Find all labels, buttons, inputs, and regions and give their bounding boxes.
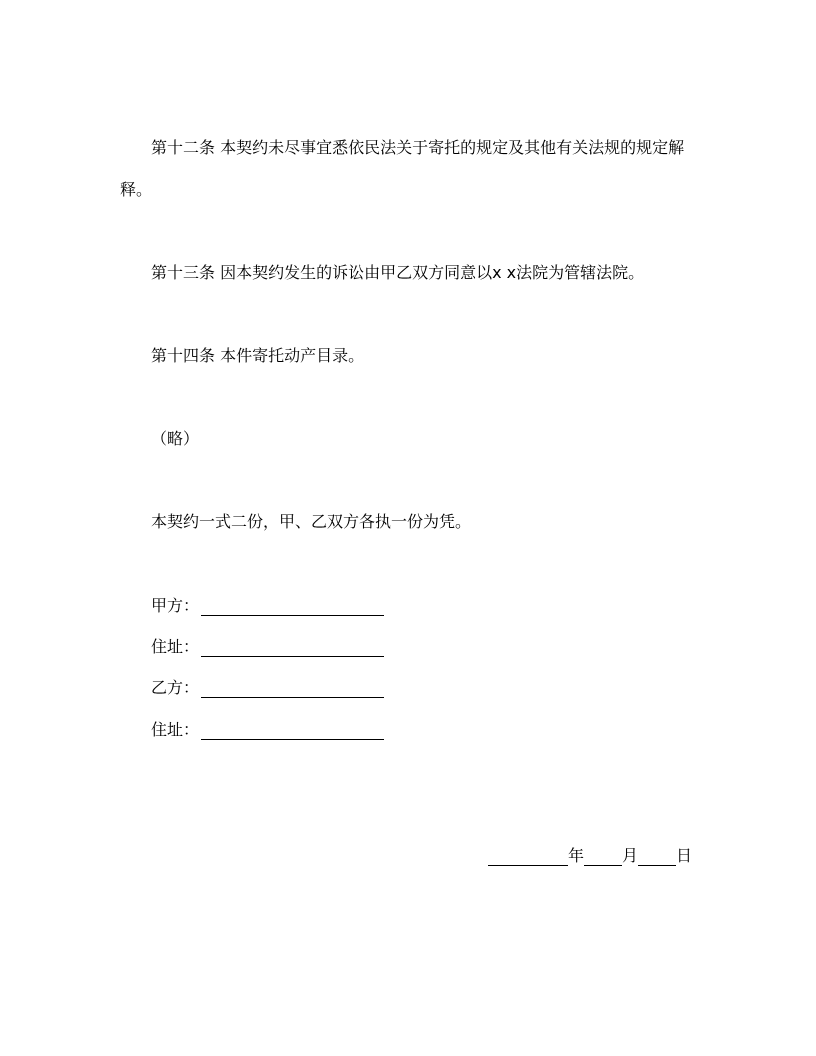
year-blank[interactable] [488, 847, 568, 866]
party-a-address-blank[interactable] [201, 638, 384, 657]
party-a-blank[interactable] [201, 597, 384, 616]
month-blank[interactable] [584, 847, 622, 866]
omitted-note: （略） [151, 429, 200, 448]
article-12-text-continued: 释。 [120, 180, 153, 199]
article-12-text: 第十二条 本契约未尽事宜悉依民法关于寄托的规定及其他有关法规的规定解 [151, 138, 685, 157]
party-b-signature-line [151, 678, 384, 698]
day-blank[interactable] [638, 847, 676, 866]
party-b-address-label: 住址： [151, 720, 200, 739]
party-b-address-line [151, 720, 384, 740]
copies-statement: 本契约一式二份，甲、乙双方各执一份为凭。 [151, 512, 472, 531]
party-a-address-label: 住址： [151, 637, 200, 656]
party-a-signature-line [151, 596, 384, 616]
year-label: 年 [568, 846, 585, 865]
party-b-address-blank[interactable] [201, 721, 384, 740]
day-label: 日 [676, 846, 693, 865]
party-b-blank[interactable] [201, 679, 384, 698]
party-b-label: 乙方： [151, 678, 200, 697]
article-14-text: 第十四条 本件寄托动产目录。 [151, 346, 365, 365]
month-label: 月 [622, 846, 639, 865]
party-a-label: 甲方： [151, 596, 200, 615]
date-line [488, 846, 692, 866]
party-a-address-line [151, 637, 384, 657]
article-13-text: 第十三条 因本契约发生的诉讼由甲乙双方同意以x x法院为管辖法院。 [151, 263, 645, 282]
